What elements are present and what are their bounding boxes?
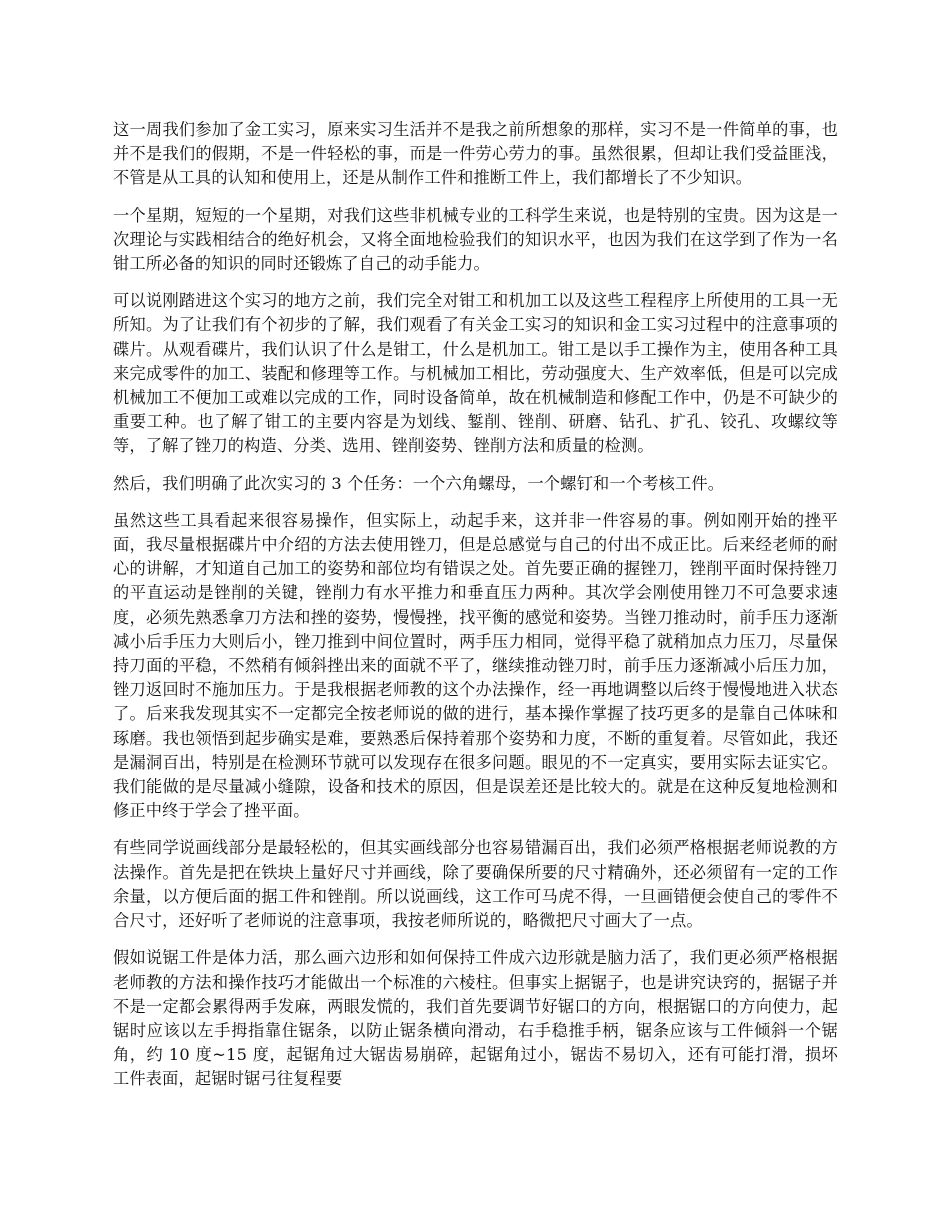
paragraph-6: 有些同学说画线部分是最轻松的，但其实画线部分也容易错漏百出，我们必须严格根据老师说教的方法操作。首先是把在铁块上量好尺寸并画线，除了要确保所要的尺寸精确外，还必须留有一定的工作余量，以方便后面的据工件和锉削。所以说画线，这工作可马虎不得，一旦画错便会使自己的零件不合尺寸，还好听了老师说的注意事项，我按老师所说的，略微把尺寸画大了一点。 bbox=[113, 838, 838, 931]
paragraph-4: 然后，我们明确了此次实习的 3 个任务：一个六角螺母，一个螺钉和一个考核工件。 bbox=[113, 473, 725, 493]
document-page bbox=[113, 118, 838, 1105]
paragraph-3: 可以说刚踏进这个实习的地方之前，我们完全对钳工和机加工以及这些工程程序上所使用的工具一无所知。为了让我们有个初步的了解，我们观看了有关金工实习的知识和金工实习过程中的注意事项的碟片。从观看碟片，我们认识了什么是钳工，什么是机加工。钳工是以手工操作为主，使用各种工具来完成零件的加工、装配和修理等工作。与机械加工相比，劳动强度大、生产效率低，但是可以完成机械加工不便加工或难以完成的工作，同时设备简单，故在机械制造和修配工作中，仍是不可缺少的重要工种。也了解了钳工的主要内容是为划线、錾削、锉削、研磨、钻孔、扩孔、铰孔、攻螺纹等等，了解了锉刀的构造、分类、选用、锉削姿势、锉削方法和质量的检测。 bbox=[113, 291, 838, 456]
paragraph-1: 这一周我们参加了金工实习，原来实习生活并不是我之前所想象的那样，实习不是一件简单的事，也并不是我们的假期，不是一件轻松的事，而是一件劳心劳力的事。虽然很累，但却让我们受益匪浅，不管是从工具的认知和使用上，还是从制作工件和推断工件上，我们都增长了不少知识。 bbox=[113, 120, 838, 188]
paragraph-5: 虽然这些工具看起来很容易操作，但实际上，动起手来，这并非一件容易的事。例如刚开始的挫平面，我尽量根据碟片中介绍的方法去使用锉刀，但是总感觉与自己的付出不成正比。后来经老师的耐心的讲解，才知道自己加工的姿势和部位均有错误之处。首先要正确的握锉刀，锉削平面时保持锉刀的平直运动是锉削的关键，锉削力有水平推力和垂直压力两种。其次学会刚使用锉刀不可急要求速度，必须先熟悉拿刀方法和挫的姿势，慢慢挫，找平衡的感觉和姿势。当锉刀推动时，前手压力逐渐减小后手压力大则后小，锉刀推到中间位置时，两手压力相同，觉得平稳了就稍加点力压刀，尽量保持刀面的平稳，不然稍有倾斜挫出来的面就不平了，继续推动锉刀时，前手压力逐渐减小后压力加，锉刀返回时不施加压力。于是我根据老师教的这个办法操作，经一再地调整以后终于慢慢地进入状态了。后来我发现其实不一定都完全按老师说的做的进行，基本操作掌握了技巧更多的是靠自己体味和琢磨。我也领悟到起步确实是难，要熟悉后保持着那个姿势和力度，不断的重复着。尽管如此，我还是漏洞百出，特别是在检测环节就可以发现存在很多问题。眼见的不一定真实，要用实际去证实它。我们能做的是尽量减小缝隙，设备和技术的原因，但是误差还是比较大的。就是在这种反复地检测和修正中终于学会了挫平面。 bbox=[113, 510, 838, 821]
paragraph-7: 假如说锯工件是体力活，那么画六边形和如何保持工件成六边形就是脑力活了，我们更必须严格根据老师教的方法和操作技巧才能做出一个标准的六棱柱。但事实上据锯子，也是讲究诀窍的，据锯子并不是一定都会累得两手发麻，两眼发慌的，我们首先要调节好锯口的方向，根据锯口的方向使力，起锯时应该以左手拇指靠住锯条，以防止锯条横向滑动，右手稳推手柄，锯条应该与工件倾斜一个锯角，约 10 度~15 度，起锯角过大锯齿易崩碎，起锯角过小，锯齿不易切入，还有可能打滑，损坏工件表面，起锯时锯弓往复程要 bbox=[113, 948, 838, 1089]
paragraph-2: 一个星期，短短的一个星期，对我们这些非机械专业的工科学生来说，也是特别的宝贵。因为这是一次理论与实践相结合的绝好机会，又将全面地检验我们的知识水平，也因为我们在这学到了作为一名钳工所必备的知识的同时还锻炼了自己的动手能力。 bbox=[113, 205, 838, 274]
